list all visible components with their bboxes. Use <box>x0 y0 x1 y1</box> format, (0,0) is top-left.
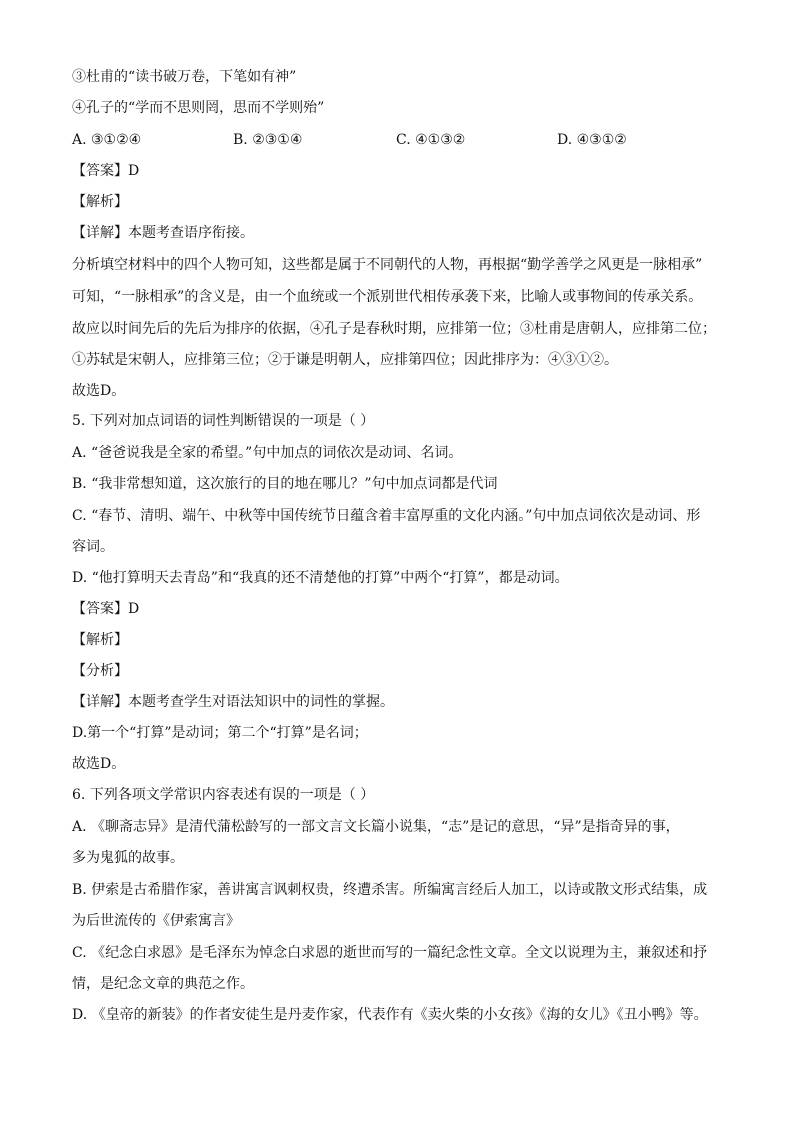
q5-option-c: C. “春节、清明、端午、中秋等中国传统节日蕴含着丰富厚重的文化内涵。”句中加点词依次是动词、形 <box>72 508 701 524</box>
detail-line: 【详解】本题考查学生对语法知识中的词性的掌握。 <box>72 694 394 710</box>
q6-option-c-cont: 情，是纪念文章的典范之作。 <box>72 976 254 992</box>
paragraph-line: 分析填空材料中的四个人物可知，这些都是属于不同朝代的人物，再根据“勤学善学之风更是一脉相承” <box>72 257 703 273</box>
answer-label: 【答案】D <box>72 601 140 617</box>
q5-option-a: A. “爸爸说我是全家的希望。”句中加点的词依次是动词、名词。 <box>72 445 463 461</box>
conclusion-line: 故选D。 <box>72 383 126 399</box>
text-line: ③杜甫的“读书破万卷，下笔如有神” <box>72 69 297 85</box>
q6-option-d: D. 《皇帝的新装》的作者安徒生是丹麦作家，代表作有《卖火柴的小女孩》《海的女儿》《丑小鸭》等。 <box>72 1007 708 1023</box>
q5-option-b: B. “我非常想知道，这次旅行的目的地在哪儿？”句中加点词都是代词 <box>72 476 498 492</box>
text-line: ④孔子的“学而不思则罔，思而不学则殆” <box>72 100 325 116</box>
analysis-label: 【解析】 <box>72 194 128 210</box>
question-6: 6. 下列各项文学常识内容表述有误的一项是（ ） <box>72 787 375 803</box>
q5-option-d: D. “他打算明天去青岛”和“我真的还不清楚他的打算”中两个“打算”，都是动词。 <box>72 570 569 586</box>
option-a: A. ③①②④ <box>72 132 142 148</box>
option-d: D. ④③①② <box>557 132 627 148</box>
q6-option-b-cont: 为后世流传的《伊索寓言》 <box>72 913 240 929</box>
analysis-label: 【解析】 <box>72 632 128 648</box>
analysis-sub-label: 【分析】 <box>72 663 128 679</box>
paragraph-line: 故应以时间先后的先后为排序的依据，④孔子是春秋时期，应排第一位；③杜甫是唐朝人，应排第二位； <box>72 321 716 337</box>
conclusion-line: 故选D。 <box>72 756 126 772</box>
detail-line: D.第一个“打算”是动词；第二个“打算”是名词； <box>72 725 368 741</box>
q6-option-a: A. 《聊斋志异》是清代蒲松龄写的一部文言文长篇小说集，“志”是记的意思，“异”是指奇异的事， <box>72 819 680 835</box>
q6-option-c: C. 《纪念白求恩》是毛泽东为悼念白求恩的逝世而写的一篇纪念性文章。全文以说理为主，兼叙述和抒 <box>72 945 708 961</box>
option-b: B. ②③①④ <box>233 132 303 148</box>
paragraph-line: 可知，“一脉相承”的含义是，由一个血统或一个派别世代相传承袭下来，比喻人或事物间的传承关系。 <box>72 289 703 305</box>
q6-option-b: B. 伊索是古希腊作家，善讲寓言讽刺权贵，终遭杀害。所编寓言经后人加工，以诗或散文形式结集，成 <box>72 882 708 898</box>
q6-option-a-cont: 多为鬼狐的故事。 <box>72 850 184 866</box>
option-c: C. ④①③② <box>396 132 466 148</box>
question-5: 5. 下列对加点词语的词性判断错误的一项是（ ） <box>72 413 375 429</box>
q5-option-c-cont: 容词。 <box>72 539 114 555</box>
answer-label: 【答案】D <box>72 163 140 179</box>
detail-line: 【详解】本题考查语序衔接。 <box>72 225 254 241</box>
paragraph-line: ①苏轼是宋朝人，应排第三位；②于谦是明朝人，应排第四位；因此排序为：④③①②。 <box>72 352 618 368</box>
